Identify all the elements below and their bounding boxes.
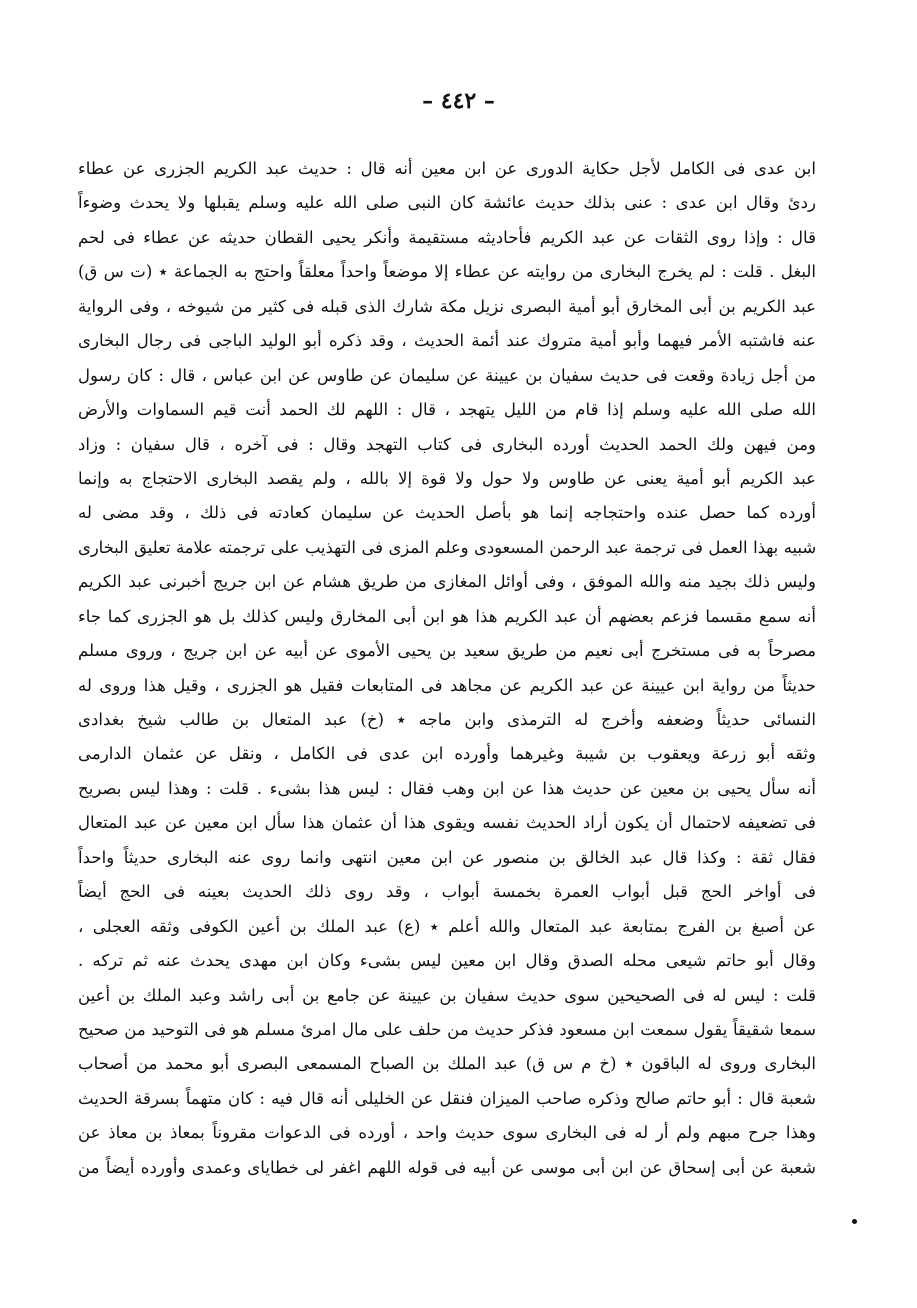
text-line: عبد الكريم أبو أمية يعنى عن طاوس ولا حول ولا قوة إلا بالله ، ولم يقصد البخارى الاحتجاج به وإنما: [78, 468, 816, 488]
text-line: أنه سمع مقسما فزعم بعضهم أن عبد الكريم هذا هو ابن أبى المخارق وليس كذلك بل هو الجزرى كما جاء: [78, 606, 816, 626]
text-line: ابن عدى فى الكامل لأجل حكاية الدورى عن ابن معين أنه قال : حديث عبد الكريم الجزرى عن عطاء: [78, 159, 816, 178]
text-line: وقال أبو حاتم شيعى محله الصدق وقال ابن معين ليس بشىء وكان ابن مهدى يحدث عنه ثم تركه .: [78, 951, 816, 971]
text-line: ومن فيهن ولك الحمد الحديث أورده البخارى فى كتاب التهجد وقال : فى آخره ، قال سفيان : وزاد: [78, 434, 816, 454]
text-line: وليس ذلك بجيد منه والله الموفق ، وفى أوائل المغازى من طريق هشام عن ابن جريج أخبرنى عبد الكريم: [78, 572, 816, 592]
margin-dot: [852, 1219, 857, 1224]
text-line: مصرحاً به فى مستخرج أبى نعيم من طريق سعيد بن يحيى الأموى عن أبيه عن ابن جريج ، وروى مسلم: [78, 641, 816, 661]
text-line: ردئ وقال ابن عدى : عنى بذلك حديث عائشة كان النبى صلى الله عليه وسلم يقبلها ولا يحدث وضوءاً: [78, 193, 816, 213]
page-number: – ٤٤٢ –: [422, 88, 495, 114]
text-line: سمعا شقيقاً يقول سمعت ابن مسعود فذكر حديث من حلف على مال امرئ مسلم هو فى التوحيد من صحيح: [78, 1019, 816, 1039]
text-line: قال : وإذا روى الثقات عن عبد الكريم فأحاديثه مستقيمة وأنكر يحيى القطان حديثه عن عطاء فى لحم: [78, 227, 816, 247]
text-line: أنه سأل يحيى بن معين عن حديث هذا عن ابن وهب فقال : ليس هذا بشىء . قلت : وهذا ليس بصريح: [78, 778, 816, 798]
text-line: فقال ثقة : وكذا قال عبد الخالق بن منصور عن ابن معين انتهى وانما روى عنه البخارى حديثاً واحداً: [78, 847, 816, 867]
text-line: قلت : ليس له فى الصحيحين سوى حديث سفيان بن عيينة عن جامع بن أبى راشد وعبد الملك بن أعين: [78, 985, 816, 1005]
text-line: الله صلى الله عليه وسلم إذا قام من الليل يتهجد ، قال : اللهم لك الحمد أنت قيم السماوات والأرض: [78, 400, 816, 420]
text-line: حديثاً من رواية ابن عيينة عن عبد الكريم عن مجاهد فى المتابعات فقيل هو الجزرى ، وقيل هذا وروى له: [78, 675, 816, 695]
text-line: من أجل زيادة وقعت فى حديث سفيان بن عيينة عن سليمان عن طاوس عن ابن عباس ، قال : كان رسول: [78, 365, 816, 385]
text-line: النسائى حديثاً وضعفه وأخرج له الترمذى وابن ماجه ٭ (خ) عبد المتعال بن طالب شيخ بغدادى: [78, 710, 816, 729]
text-line: فى تضعيفه لاحتمال أن يكون أراد الحديث نفسه ويقوى هذا أن عثمان هذا سأل ابن معين عن عبد المتعال: [78, 813, 816, 833]
text-line: عبد الكريم بن أبى المخارق أبو أمية البصرى نزيل مكة شارك الذى قبله فى كثير من شيوخه ، وفى الرواية: [78, 296, 816, 316]
text-line: فى أواخر الحج قبل أبواب العمرة بخمسة أبواب ، وقد روى ذلك الحديث بعينه فى الحج أيضاً: [78, 882, 816, 902]
text-line: شبيه بهذا العمل فى ترجمة عبد الرحمن المسعودى وعلم المزى فى التهذيب على ترجمته علامة تعليق البخارى: [78, 537, 816, 557]
text-line: البخارى وروى له الباقون ٭ (خ م س ق) عبد الملك بن الصباح المسمعى البصرى أبو محمد من أصحاب: [78, 1054, 816, 1074]
text-line: وهذا جرح مبهم ولم أر له فى البخارى سوى حديث واحد ، أورده فى الدعوات مقروناً بمعاذ بن معاذ عن: [78, 1123, 816, 1143]
text-line: شعبة قال : أبو حاتم صالح وذكره صاحب الميزان فنقل عن الخليلى أنه قال فيه : كان متهماً بسرقة الحديث: [78, 1088, 816, 1108]
text-line: البغل . قلت : لم يخرج البخارى من روايته عن عطاء إلا موضعاً واحداً معلقاً واحتج به الجماعة ٭ (ت س ق): [78, 262, 816, 282]
text-line: شعبة عن أبى إسحاق عن ابن أبى موسى عن أبيه فى قوله اللهم اغفر لى خطاياى وعمدى وأورده أيضاً من: [78, 1157, 816, 1177]
text-line: أورده كما حصل عنده واحتجاجه إنما هو بأصل الحديث عن سليمان كعادته فى ذلك ، وقد مضى له: [78, 503, 816, 523]
text-line: وثقه أبو زرعة ويعقوب بن شيبة وغيرهما وأورده ابن عدى فى الكامل ، ونقل عن عثمان الدارمى: [78, 744, 816, 764]
body-text: [78, 152, 816, 1185]
text-line: عن أصبغ بن الفرج بمتابعة عبد المتعال والله أعلم ٭ (ع) عبد الملك بن أعين الكوفى وثقه العجلى ،: [78, 916, 816, 936]
text-line: عنه فاشتبه الأمر فيهما وأبو أمية متروك عند أئمة الحديث ، وقد ذكره أبو الوليد الباجى فى رجال البخارى: [78, 331, 816, 351]
